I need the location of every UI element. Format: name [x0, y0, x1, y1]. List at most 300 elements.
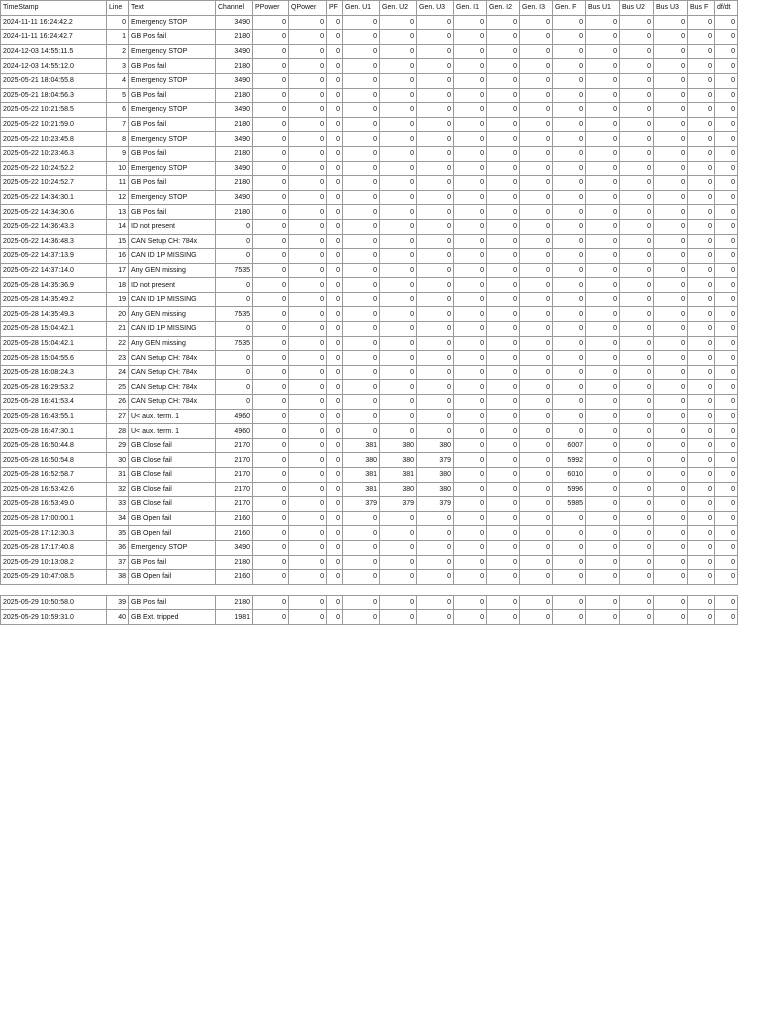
value-cell: 0: [380, 336, 417, 351]
value-cell: 0: [253, 322, 289, 337]
value-cell: 0: [487, 263, 520, 278]
value-cell: 0: [253, 482, 289, 497]
timestamp-cell: 2025-05-28 16:29:53.2: [1, 380, 107, 395]
value-cell: 14: [107, 219, 129, 234]
value-cell: 7535: [216, 263, 253, 278]
value-cell: 0: [586, 322, 620, 337]
value-cell: 0: [620, 146, 654, 161]
value-cell: 0: [380, 234, 417, 249]
value-cell: 7: [107, 117, 129, 132]
value-cell: 0: [586, 176, 620, 191]
value-cell: 0: [454, 117, 487, 132]
value-cell: 0: [520, 263, 553, 278]
value-cell: 0: [417, 511, 454, 526]
value-cell: 0: [688, 307, 715, 322]
value-cell: 0: [520, 511, 553, 526]
value-cell: 0: [327, 307, 343, 322]
value-cell: 0: [520, 30, 553, 45]
value-cell: 0: [289, 322, 327, 337]
value-cell: 0: [620, 205, 654, 220]
value-cell: 0: [688, 511, 715, 526]
value-cell: 0: [289, 263, 327, 278]
value-cell: 0: [289, 409, 327, 424]
value-cell: 0: [715, 540, 738, 555]
value-cell: 0: [253, 409, 289, 424]
value-cell: 0: [620, 15, 654, 30]
value-cell: 0: [327, 497, 343, 512]
value-cell: 31: [107, 468, 129, 483]
value-cell: 2180: [216, 146, 253, 161]
table-row: [1, 511, 738, 526]
value-cell: 0: [620, 497, 654, 512]
value-cell: 0: [654, 205, 688, 220]
value-cell: 0: [586, 468, 620, 483]
value-cell: 0: [417, 249, 454, 264]
value-cell: 0: [688, 540, 715, 555]
value-cell: 0: [654, 322, 688, 337]
value-cell: 0: [688, 497, 715, 512]
value-cell: 0: [654, 570, 688, 585]
value-cell: 0: [715, 351, 738, 366]
value-cell: 0: [327, 30, 343, 45]
column-header: Gen. I3: [520, 1, 553, 16]
text-cell: CAN Setup CH: 784x: [129, 380, 216, 395]
value-cell: 0: [417, 555, 454, 570]
value-cell: 0: [216, 365, 253, 380]
value-cell: 0: [520, 249, 553, 264]
column-header: Gen. U2: [380, 1, 417, 16]
value-cell: 2170: [216, 497, 253, 512]
timestamp-cell: 2025-05-28 16:43:55.1: [1, 409, 107, 424]
value-cell: 0: [620, 73, 654, 88]
value-cell: 0: [253, 336, 289, 351]
value-cell: 0: [454, 322, 487, 337]
value-cell: 0: [289, 292, 327, 307]
value-cell: 30: [107, 453, 129, 468]
value-cell: 10: [107, 161, 129, 176]
value-cell: 0: [253, 146, 289, 161]
text-cell: GB Close fail: [129, 497, 216, 512]
value-cell: 0: [487, 511, 520, 526]
value-cell: 0: [327, 205, 343, 220]
value-cell: 29: [107, 438, 129, 453]
column-header: Bus U1: [586, 1, 620, 16]
value-cell: 0: [487, 146, 520, 161]
text-cell: GB Pos fail: [129, 30, 216, 45]
value-cell: 0: [654, 190, 688, 205]
value-cell: 0: [253, 395, 289, 410]
value-cell: 0: [343, 570, 380, 585]
value-cell: 0: [654, 453, 688, 468]
table-row: [1, 132, 738, 147]
value-cell: 0: [454, 540, 487, 555]
value-cell: 0: [487, 219, 520, 234]
table-row: [1, 278, 738, 293]
value-cell: 0: [715, 15, 738, 30]
value-cell: 0: [553, 219, 586, 234]
value-cell: 0: [520, 307, 553, 322]
column-header: TimeStamp: [1, 1, 107, 16]
value-cell: 0: [343, 595, 380, 610]
value-cell: 3490: [216, 15, 253, 30]
value-cell: 33: [107, 497, 129, 512]
value-cell: 0: [487, 15, 520, 30]
value-cell: 0: [520, 365, 553, 380]
value-cell: 0: [520, 540, 553, 555]
value-cell: 0: [715, 117, 738, 132]
value-cell: 0: [216, 395, 253, 410]
value-cell: 0: [343, 540, 380, 555]
value-cell: 0: [289, 234, 327, 249]
table-row: [1, 249, 738, 264]
text-cell: Emergency STOP: [129, 44, 216, 59]
value-cell: 0: [289, 88, 327, 103]
header-row: [1, 1, 738, 16]
value-cell: 0: [586, 540, 620, 555]
value-cell: 0: [343, 44, 380, 59]
value-cell: 0: [417, 59, 454, 74]
table-row: [1, 234, 738, 249]
value-cell: 0: [553, 540, 586, 555]
value-cell: 381: [343, 468, 380, 483]
value-cell: 0: [487, 132, 520, 147]
value-cell: 0: [417, 15, 454, 30]
value-cell: 2: [107, 44, 129, 59]
value-cell: 0: [715, 497, 738, 512]
value-cell: 3490: [216, 132, 253, 147]
value-cell: 0: [520, 176, 553, 191]
value-cell: 380: [417, 482, 454, 497]
value-cell: 0: [553, 146, 586, 161]
text-cell: CAN Setup CH: 784x: [129, 365, 216, 380]
value-cell: 0: [487, 176, 520, 191]
value-cell: 0: [380, 59, 417, 74]
timestamp-cell: 2024-11-11 16:24:42.7: [1, 30, 107, 45]
value-cell: 0: [454, 468, 487, 483]
table-row: [1, 540, 738, 555]
value-cell: 0: [253, 511, 289, 526]
value-cell: 0: [520, 526, 553, 541]
value-cell: 0: [253, 497, 289, 512]
text-cell: GB Pos fail: [129, 176, 216, 191]
value-cell: 0: [327, 424, 343, 439]
value-cell: 0: [216, 234, 253, 249]
value-cell: 0: [553, 234, 586, 249]
value-cell: 0: [454, 351, 487, 366]
value-cell: 0: [289, 351, 327, 366]
value-cell: 0: [520, 570, 553, 585]
value-cell: 0: [688, 176, 715, 191]
value-cell: 2170: [216, 438, 253, 453]
table-row: [1, 161, 738, 176]
value-cell: 0: [620, 249, 654, 264]
value-cell: 0: [253, 526, 289, 541]
value-cell: 0: [715, 322, 738, 337]
value-cell: 0: [586, 336, 620, 351]
value-cell: 0: [520, 595, 553, 610]
value-cell: 0: [454, 438, 487, 453]
value-cell: 0: [553, 88, 586, 103]
value-cell: 0: [654, 395, 688, 410]
value-cell: 0: [417, 278, 454, 293]
value-cell: 0: [289, 511, 327, 526]
table-row: [1, 322, 738, 337]
value-cell: 0: [688, 610, 715, 625]
value-cell: 0: [715, 307, 738, 322]
value-cell: 0: [216, 249, 253, 264]
value-cell: 0: [553, 365, 586, 380]
value-cell: 0: [688, 322, 715, 337]
value-cell: 0: [327, 526, 343, 541]
value-cell: 0: [520, 336, 553, 351]
value-cell: 0: [343, 555, 380, 570]
value-cell: 0: [289, 44, 327, 59]
text-cell: Emergency STOP: [129, 73, 216, 88]
value-cell: 0: [520, 234, 553, 249]
value-cell: 0: [520, 161, 553, 176]
value-cell: 4: [107, 73, 129, 88]
value-cell: 0: [380, 103, 417, 118]
value-cell: 0: [327, 219, 343, 234]
value-cell: 0: [654, 468, 688, 483]
value-cell: 0: [327, 351, 343, 366]
value-cell: 0: [715, 482, 738, 497]
value-cell: 3490: [216, 103, 253, 118]
value-cell: 379: [417, 497, 454, 512]
value-cell: 0: [553, 30, 586, 45]
value-cell: 2170: [216, 468, 253, 483]
timestamp-cell: 2025-05-22 10:23:45.8: [1, 132, 107, 147]
timestamp-cell: 2025-05-28 16:53:42.6: [1, 482, 107, 497]
value-cell: 0: [417, 336, 454, 351]
value-cell: 0: [253, 292, 289, 307]
value-cell: 0: [343, 205, 380, 220]
value-cell: 0: [487, 497, 520, 512]
value-cell: 0: [715, 380, 738, 395]
value-cell: 0: [343, 73, 380, 88]
text-cell: Emergency STOP: [129, 161, 216, 176]
value-cell: 0: [586, 278, 620, 293]
column-header: Bus U2: [620, 1, 654, 16]
value-cell: 0: [380, 365, 417, 380]
value-cell: 0: [380, 161, 417, 176]
value-cell: 0: [620, 438, 654, 453]
value-cell: 0: [553, 526, 586, 541]
value-cell: 0: [417, 205, 454, 220]
timestamp-cell: 2025-05-28 16:47:30.1: [1, 424, 107, 439]
table-row: [1, 205, 738, 220]
value-cell: 0: [620, 190, 654, 205]
text-cell: GB Pos fail: [129, 59, 216, 74]
column-header: Channel: [216, 1, 253, 16]
value-cell: 0: [454, 453, 487, 468]
value-cell: 0: [380, 176, 417, 191]
value-cell: 0: [454, 380, 487, 395]
timestamp-cell: 2025-05-22 10:23:46.3: [1, 146, 107, 161]
value-cell: 380: [380, 453, 417, 468]
value-cell: 0: [715, 234, 738, 249]
table-row: [1, 468, 738, 483]
value-cell: 0: [688, 438, 715, 453]
text-cell: GB Pos fail: [129, 88, 216, 103]
value-cell: 0: [216, 322, 253, 337]
value-cell: 0: [327, 132, 343, 147]
value-cell: 0: [327, 380, 343, 395]
table-row: [1, 438, 738, 453]
value-cell: 0: [586, 511, 620, 526]
timestamp-cell: 2025-05-28 15:04:42.1: [1, 322, 107, 337]
value-cell: 0: [553, 322, 586, 337]
table-row: [1, 103, 738, 118]
value-cell: 0: [715, 263, 738, 278]
value-cell: 0: [327, 438, 343, 453]
value-cell: 0: [253, 30, 289, 45]
value-cell: 0: [454, 263, 487, 278]
value-cell: 0: [688, 132, 715, 147]
value-cell: 0: [553, 44, 586, 59]
value-cell: 381: [343, 438, 380, 453]
timestamp-cell: 2025-05-28 15:04:42.1: [1, 336, 107, 351]
value-cell: 0: [553, 15, 586, 30]
value-cell: 380: [417, 438, 454, 453]
value-cell: 0: [253, 278, 289, 293]
value-cell: 0: [715, 595, 738, 610]
value-cell: 0: [553, 610, 586, 625]
timestamp-cell: 2025-05-28 17:12:30.3: [1, 526, 107, 541]
value-cell: 0: [343, 409, 380, 424]
value-cell: 40: [107, 610, 129, 625]
value-cell: 0: [520, 146, 553, 161]
value-cell: 0: [454, 292, 487, 307]
value-cell: 0: [454, 103, 487, 118]
value-cell: 0: [417, 30, 454, 45]
value-cell: 34: [107, 511, 129, 526]
value-cell: 0: [253, 468, 289, 483]
value-cell: 0: [454, 146, 487, 161]
value-cell: 0: [454, 595, 487, 610]
timestamp-cell: 2025-05-22 10:21:59.0: [1, 117, 107, 132]
value-cell: 0: [715, 176, 738, 191]
value-cell: 0: [654, 103, 688, 118]
value-cell: 380: [343, 453, 380, 468]
value-cell: 0: [380, 278, 417, 293]
value-cell: 0: [343, 15, 380, 30]
value-cell: 0: [454, 365, 487, 380]
value-cell: 0: [289, 146, 327, 161]
value-cell: 0: [289, 307, 327, 322]
value-cell: 0: [715, 44, 738, 59]
value-cell: 0: [417, 409, 454, 424]
value-cell: 2180: [216, 117, 253, 132]
value-cell: 0: [289, 595, 327, 610]
value-cell: 0: [343, 365, 380, 380]
value-cell: 0: [586, 59, 620, 74]
value-cell: 0: [553, 351, 586, 366]
value-cell: 0: [327, 15, 343, 30]
text-cell: CAN Setup CH: 784x: [129, 351, 216, 366]
value-cell: 0: [715, 409, 738, 424]
value-cell: 3: [107, 59, 129, 74]
value-cell: 0: [417, 44, 454, 59]
value-cell: 0: [688, 30, 715, 45]
value-cell: 0: [417, 292, 454, 307]
value-cell: 0: [417, 540, 454, 555]
text-cell: Emergency STOP: [129, 132, 216, 147]
value-cell: 0: [520, 117, 553, 132]
value-cell: 0: [715, 103, 738, 118]
value-cell: 0: [454, 30, 487, 45]
value-cell: 0: [343, 292, 380, 307]
value-cell: 0: [654, 424, 688, 439]
value-cell: 0: [380, 263, 417, 278]
value-cell: 0: [553, 190, 586, 205]
value-cell: 0: [327, 234, 343, 249]
value-cell: 0: [520, 88, 553, 103]
value-cell: 0: [586, 610, 620, 625]
value-cell: 0: [327, 190, 343, 205]
value-cell: 0: [417, 424, 454, 439]
timestamp-cell: 2024-12-03 14:55:12.0: [1, 59, 107, 74]
value-cell: 0: [487, 161, 520, 176]
value-cell: 0: [620, 132, 654, 147]
value-cell: 0: [553, 307, 586, 322]
value-cell: 0: [487, 307, 520, 322]
value-cell: 0: [343, 132, 380, 147]
table-row: [1, 555, 738, 570]
column-header: Gen. F: [553, 1, 586, 16]
value-cell: 0: [688, 395, 715, 410]
value-cell: 2170: [216, 482, 253, 497]
value-cell: 0: [454, 219, 487, 234]
value-cell: 2180: [216, 176, 253, 191]
timestamp-cell: 2025-05-28 15:04:55.6: [1, 351, 107, 366]
value-cell: 0: [417, 263, 454, 278]
value-cell: 0: [586, 205, 620, 220]
value-cell: 0: [327, 409, 343, 424]
value-cell: 0: [289, 497, 327, 512]
value-cell: 0: [343, 234, 380, 249]
value-cell: 0: [520, 292, 553, 307]
value-cell: 8: [107, 132, 129, 147]
value-cell: 0: [417, 322, 454, 337]
value-cell: 0: [289, 526, 327, 541]
value-cell: 0: [380, 132, 417, 147]
value-cell: 0: [688, 146, 715, 161]
value-cell: 17: [107, 263, 129, 278]
value-cell: 2170: [216, 453, 253, 468]
value-cell: 0: [487, 570, 520, 585]
table-row: [1, 307, 738, 322]
value-cell: 0: [327, 117, 343, 132]
table-row: [1, 44, 738, 59]
value-cell: 2160: [216, 570, 253, 585]
value-cell: 0: [620, 278, 654, 293]
value-cell: 0: [520, 15, 553, 30]
value-cell: 0: [454, 190, 487, 205]
value-cell: 0: [454, 249, 487, 264]
value-cell: 0: [553, 595, 586, 610]
value-cell: 0: [520, 44, 553, 59]
value-cell: 0: [715, 526, 738, 541]
timestamp-cell: 2025-05-28 16:52:58.7: [1, 468, 107, 483]
text-cell: Emergency STOP: [129, 540, 216, 555]
value-cell: 0: [253, 307, 289, 322]
value-cell: 0: [487, 595, 520, 610]
value-cell: 0: [289, 73, 327, 88]
value-cell: 0: [343, 322, 380, 337]
value-cell: 379: [343, 497, 380, 512]
value-cell: 0: [620, 511, 654, 526]
